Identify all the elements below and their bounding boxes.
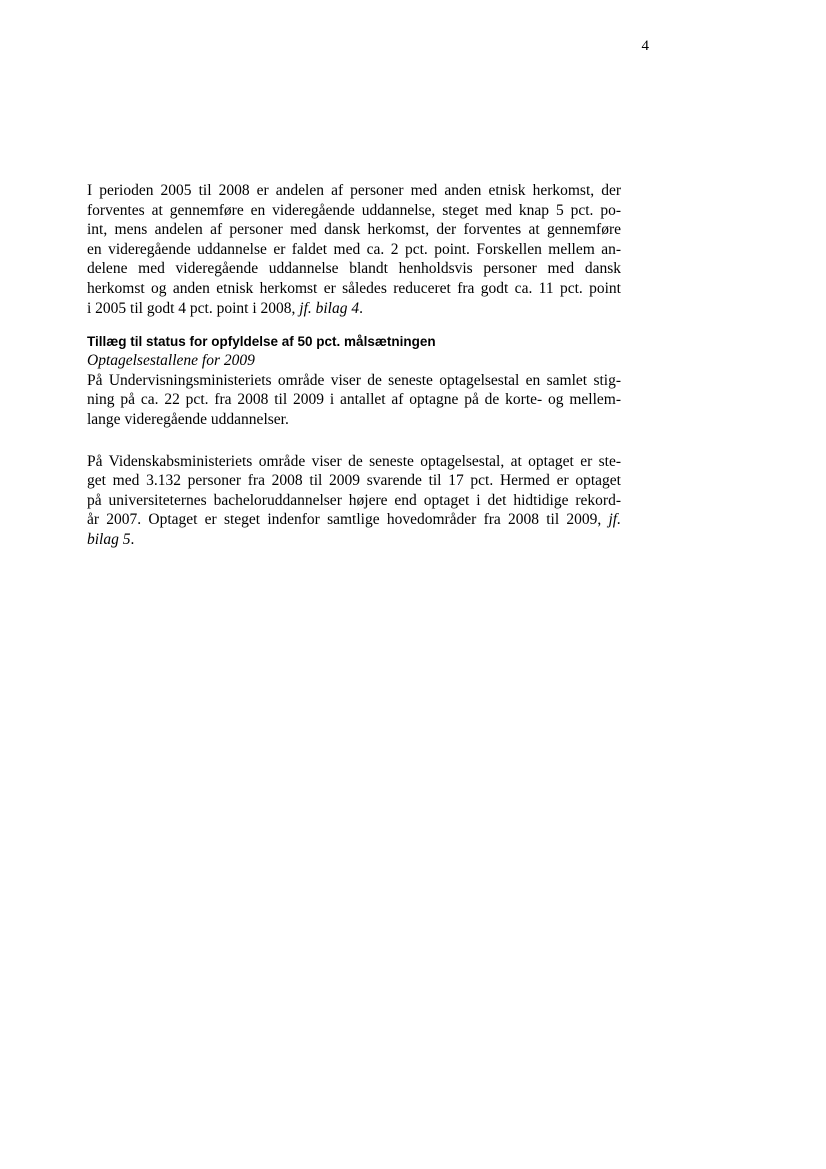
section-heading: Tillæg til status for opfyldelse af 50 pct. målsætningen bbox=[87, 334, 436, 350]
text-line: get med 3.132 personer fra 2008 til 2009 svarende til 17 pct. Hermed er optaget bbox=[87, 472, 621, 490]
text-line: herkomst og anden etnisk herkomst er således reduceret fra godt ca. 11 pct. point bbox=[87, 279, 621, 297]
appendix-reference: jf. bbox=[608, 511, 621, 529]
text-line: forventes at gennemføre en videregående uddannelse, steget med knap 5 pct. po- bbox=[87, 201, 621, 219]
paragraph-science-ministry bbox=[87, 452, 621, 550]
text-line: delene med videregående uddannelse blandt henholdsvis personer med dansk bbox=[87, 260, 621, 278]
text-line: på universiteternes bacheloruddannelser højere end optaget i det hidtidige rekord- bbox=[87, 491, 621, 509]
text-line: ning på ca. 22 pct. fra 2008 til 2009 i antallet af optagne på de korte- og mellem- bbox=[87, 391, 621, 409]
text-line: I perioden 2005 til 2008 er andelen af personer med anden etnisk herkomst, der bbox=[87, 182, 621, 199]
page-number: 4 bbox=[641, 38, 649, 54]
text-line: int, mens andelen af personer med dansk herkomst, der forventes at gennemføre bbox=[87, 221, 621, 239]
paragraph-ethnic-background bbox=[87, 181, 621, 318]
paragraph-spacer bbox=[87, 430, 621, 452]
text-line bbox=[87, 530, 621, 550]
text-line bbox=[87, 510, 621, 530]
document-body bbox=[87, 181, 621, 550]
text-line: På Undervisningsministeriets område viser de seneste optagelsestal en samlet stig- bbox=[87, 371, 621, 389]
text-line: lange videregående uddannelser. bbox=[87, 410, 289, 428]
text-fragment: . bbox=[359, 299, 363, 317]
paragraph-education-ministry bbox=[87, 371, 621, 430]
section-subheading: Optagelsestallene for 2009 bbox=[87, 352, 255, 370]
text-line: en videregående uddannelse er faldet med ca. 2 pct. point. Forskellen mellem an- bbox=[87, 240, 621, 258]
appendix-reference: bilag 5 bbox=[87, 530, 131, 548]
text-fragment: år 2007. Optaget er steget indenfor samtlige hovedområder fra 2008 til 2009, bbox=[87, 511, 609, 529]
text-fragment: i 2005 til godt 4 pct. point i 2008, bbox=[87, 299, 300, 317]
appendix-reference: jf. bilag 4 bbox=[299, 299, 360, 317]
text-line: På Videnskabsministeriets område viser de seneste optagelsestal, at optaget er ste- bbox=[87, 452, 621, 470]
text-line bbox=[87, 299, 621, 319]
text-fragment: . bbox=[130, 530, 135, 548]
